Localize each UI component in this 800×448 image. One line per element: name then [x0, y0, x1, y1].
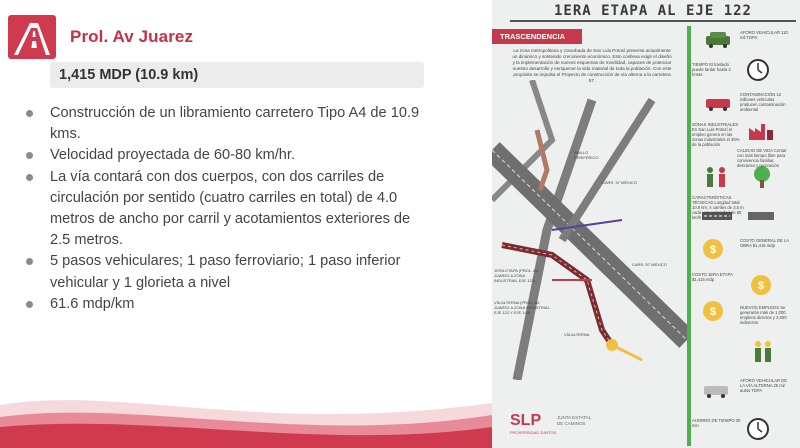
- svg-text:$: $: [709, 244, 717, 256]
- workers-icon: [750, 338, 776, 364]
- bullet-icon: [26, 152, 33, 159]
- list-item-text: Velocidad proyectada de 60-80 km/hr.: [50, 147, 296, 164]
- coin-icon: [702, 300, 724, 322]
- cost-text: 1,415 MDP (10.9 km): [59, 67, 199, 83]
- footer-motto: PROSPERIDAD JUNTOS: [510, 430, 557, 435]
- road-logo: [8, 15, 56, 59]
- road-label-alt: VÍA ALTERNA (PROL. AV. JUAREZ A ZONA INDUSTRIAL EJE 122 Y EJE 140): [494, 300, 550, 315]
- footer-logo: SLP: [510, 412, 542, 429]
- bullet-icon: [26, 110, 33, 117]
- road-label-carr57b: CARR. 57 MÉXICO: [602, 180, 637, 185]
- coin-icon: [702, 238, 724, 260]
- bullet-icon: [26, 301, 33, 308]
- list-item: [26, 103, 426, 145]
- clock-icon: [747, 56, 769, 82]
- road-label-carr57: CARR. 57 MÉXICO: [632, 262, 667, 267]
- road-icon: [8, 15, 56, 59]
- red-car-icon: [704, 93, 732, 111]
- lane-icon: [748, 208, 774, 222]
- intro-text: La zona metropolitana y conurbada de San Luis Potosí presenta actualmente un dinámico y sostenido crecimiento económico. Esto conlleva exigir el diseño y la implementación de nuevos esquemas de movilidad, capaces de potenciar nuestro desarrollo y enriquecer la vida material de toda la población. Con este propósito se impulsa el Proyecto de construcción de vía alterna a la carretera 57.: [512, 48, 672, 83]
- list-item: [26, 145, 426, 166]
- note-aforo-alterna: AFORO VEHICULAR DE LA VÍA ALTERNA 25 mil autos TDPA: [740, 378, 788, 393]
- list-item-text: 61.6 mdp/km: [50, 295, 135, 312]
- list-item-text: 5 pasos vehiculares; 1 paso ferroviario; 1 paso inferior vehicular y 1 glorieta a nivel: [50, 253, 401, 291]
- note-zonas: ZONAS INDUSTRIALES En San Luis Potosí el empleo genera en las zonas industriales el 40% de la población: [692, 122, 740, 147]
- cost-banner: [50, 62, 424, 88]
- footer-org: JUNTA ESTATAL DE CAMINOS: [557, 415, 592, 426]
- feature-list: [26, 103, 426, 315]
- road-label-stage: 1ERA ETAPA (PROL. AV. JUAREZ A ZONA INDUSTRIAL EJE 122): [494, 268, 539, 283]
- factory-icon: [747, 120, 775, 142]
- car-icon: [704, 30, 732, 48]
- clock-icon: [747, 415, 769, 441]
- section-label: TRASCENDENCIA: [492, 29, 582, 44]
- note-contaminacion: CONTAMINACIÓN 12 millones vehículos producen contaminación ambiental: [740, 92, 786, 112]
- timeline-bar: [687, 26, 691, 446]
- car-outline-icon: [702, 380, 730, 398]
- page-title: Prol. Av Juarez: [70, 27, 194, 46]
- note-empleos: NUEVOS EMPLEOS Se generarán más de 1,000 empleos directos y 2,000 indirectos: [740, 305, 787, 325]
- list-item-text: La vía contará con dos cuerpos, con dos carriles de circulación por sentido (cuatro carriles en total) de 4.0 metros de ancho por carril y acotamientos exteriores de 2.5 metros.: [50, 168, 411, 249]
- note-costo-etapa: COSTO 1ERA ETAPA $1,415 mdp: [692, 272, 733, 282]
- family-icon: [702, 165, 732, 189]
- road-label-anillo: ANILLO PERIFÉRICO: [574, 150, 599, 160]
- coin-icon: [750, 274, 772, 296]
- title-underline: [510, 20, 796, 22]
- infographic: [492, 0, 800, 448]
- note-costo-general: COSTO GENERAL DE LA OBRA $1,415 mdp: [740, 238, 789, 248]
- decorative-wave: [0, 365, 492, 448]
- road-label-alt2: VÍA ALTERNA: [564, 332, 590, 337]
- bullet-icon: [26, 174, 33, 181]
- note-ahorro: AHORRO DE TIEMPO 30 min: [692, 418, 741, 428]
- note-aforo: AFORO VEHICULAR 110 mil TDPA: [740, 30, 788, 40]
- list-item: [26, 167, 426, 252]
- note-caracteristicas: CARACTERÍSTICAS TÉCNICAS Longitud total 10.9 km; 4 carriles de 3.5 m cada uno; Velocidad de 80 km/h: [692, 195, 744, 220]
- list-item-text: Construcción de un libramiento carretero Tipo A4 de 10.9 kms.: [50, 105, 420, 143]
- list-item: [26, 294, 426, 315]
- svg-text:$: $: [709, 306, 717, 318]
- note-calidad: CALIDAD DE VIDA Contar con más tiempo libre para convivencia familiar, descanso y recreación: [737, 148, 787, 168]
- tree-icon: [750, 165, 774, 189]
- svg-text:$: $: [757, 280, 765, 292]
- infographic-title: 1ERA ETAPA AL EJE 122: [553, 3, 752, 19]
- note-tiempo: TIEMPO El traslado puede tardar hasta 3 horas: [692, 62, 731, 77]
- bullet-icon: [26, 258, 33, 265]
- list-item: [26, 251, 426, 293]
